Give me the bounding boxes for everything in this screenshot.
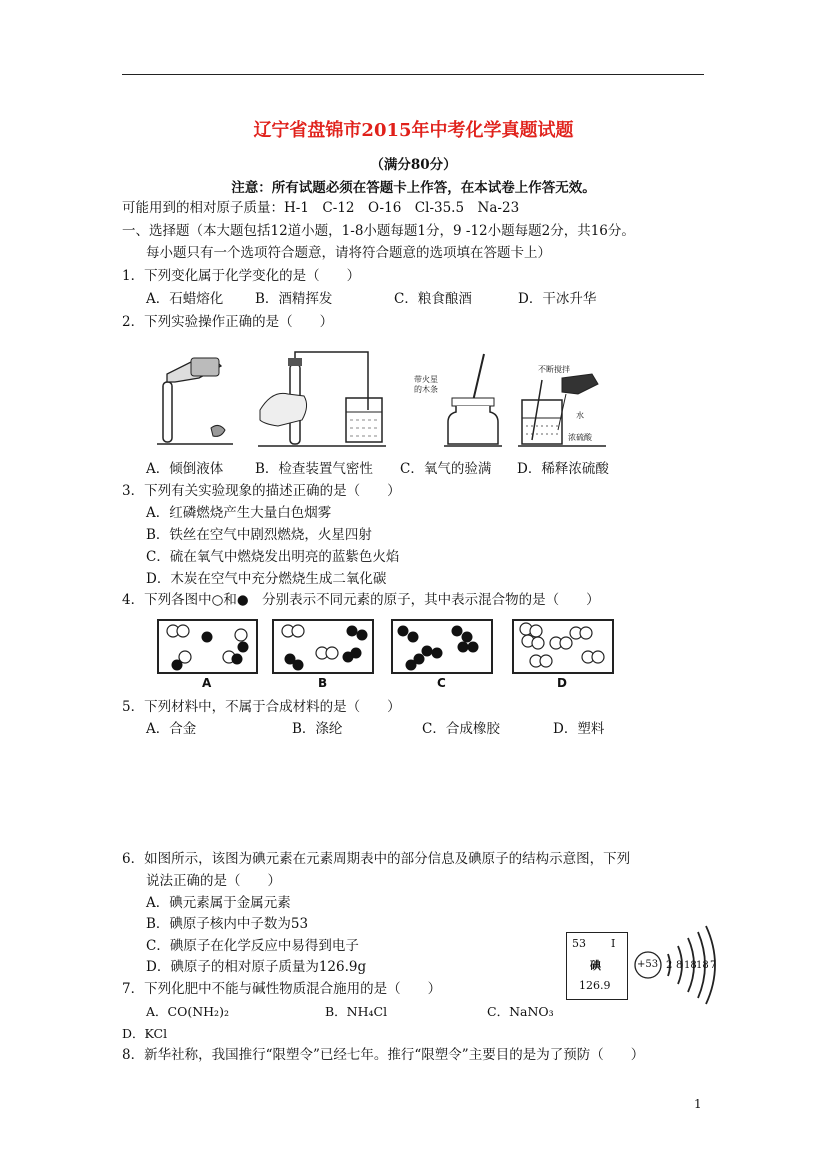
q2-option-a: A．倾倒液体 (146, 461, 224, 477)
q4-box-c (391, 619, 493, 674)
q2-stem: 2．下列实验操作正确的是（ ） (122, 314, 334, 330)
q3-option-a: A．红磷燃烧产生大量白色烟雾 (146, 505, 332, 521)
q1-option-c: C．粮食酿酒 (394, 291, 472, 307)
q7-option-c: C．NaNO₃ (487, 1004, 554, 1019)
label-water: 水 (576, 411, 584, 420)
q3-option-d: D．木炭在空气中充分燃烧生成二氧化碳 (146, 571, 387, 587)
q7-option-a: A．CO(NH₂)₂ (146, 1004, 229, 1019)
label-splint: 的木条 (414, 385, 438, 394)
figure-airtightness-check (258, 350, 388, 450)
q1-stem: 1．下列变化属于化学变化的是（ ） (122, 268, 361, 284)
q6-stem-2: 说法正确的是（ ） (146, 873, 281, 889)
full-score: （满分80分） (370, 157, 457, 173)
element-name: 碘 (590, 959, 601, 972)
label-glowing-splint: 带火星 (414, 375, 438, 384)
atom-nucleus: +53 (637, 959, 659, 970)
q3-option-c: C．硫在氧气中燃烧发出明亮的蓝紫色火焰 (146, 549, 400, 565)
q3-option-b: B．铁丝在空气中剧烈燃烧，火星四射 (146, 527, 372, 543)
exam-title: 辽宁省盘锦市2015年中考化学真题试题 (253, 120, 574, 141)
element-mass: 126.9 (579, 979, 611, 992)
q5-option-b: B．涤纶 (292, 721, 343, 737)
q2-option-c: C．氧气的验满 (400, 461, 492, 477)
q4-box-b (272, 619, 374, 674)
q7-option-b: B．NH₄Cl (325, 1004, 388, 1019)
q4-label-c: C (437, 676, 446, 690)
figure-dilute-acid (518, 360, 608, 448)
q2-option-b: B．检查装置气密性 (255, 461, 373, 477)
element-number: 53 (572, 937, 586, 950)
q4-stem: 4．下列各图中○和● 分别表示不同元素的原子，其中表示混合物的是（ ） (122, 592, 600, 608)
shell-2: 8 (676, 960, 683, 971)
q6-option-d: D．碘原子的相对原子质量为126.9g (146, 959, 367, 975)
q4-box-a (157, 619, 258, 674)
shell-3: 18 (684, 960, 697, 971)
q7-stem: 7．下列化肥中不能与碱性物质混合施用的是（ ） (122, 981, 442, 997)
q5-option-c: C．合成橡胶 (422, 721, 500, 737)
section-heading-2: 每小题只有一个选项符合题意，请将符合题意的选项填在答题卡上） (146, 245, 551, 261)
label-acid: 浓硫酸 (568, 433, 592, 442)
shell-4: 18 (696, 960, 709, 971)
q4-label-a: A (202, 676, 212, 690)
q4-label-b: B (318, 676, 328, 690)
shell-5: 7 (710, 960, 717, 971)
q2-option-d: D．稀释浓硫酸 (517, 461, 609, 477)
atomic-mass-line: 可能用到的相对原子质量：H-1 C-12 O-16 Cl-35.5 Na-23 (122, 200, 520, 216)
q5-option-a: A．合金 (146, 721, 197, 737)
q6-option-c: C．碘原子在化学反应中易得到电子 (146, 938, 359, 954)
q7-option-d: D．KCl (122, 1026, 168, 1041)
page-number: 1 (694, 1097, 702, 1111)
q1-option-a: A．石蜡熔化 (146, 291, 224, 307)
q3-stem: 3．下列有关实验现象的描述正确的是（ ） (122, 483, 401, 499)
notice: 注意：所有试题必须在答题卡上作答，在本试卷上作答无效。 (231, 180, 596, 196)
element-symbol: I (611, 937, 616, 950)
q1-option-b: B．酒精挥发 (255, 291, 333, 307)
q4-box-d (512, 619, 614, 674)
q5-option-d: D．塑料 (553, 721, 605, 737)
q8-stem: 8．新华社称，我国推行“限塑令”已经七年。推行“限塑令”主要目的是为了预防（ ） (122, 1047, 645, 1063)
header-rule (122, 74, 704, 75)
figure-oxygen-test (414, 352, 504, 448)
element-card (566, 932, 628, 1000)
q6-stem: 6．如图所示，该图为碘元素在元素周期表中的部分信息及碘原子的结构示意图，下列 (122, 851, 631, 867)
q6-option-a: A．碘元素属于金属元素 (146, 895, 291, 911)
atom-structure-diagram (632, 922, 722, 1008)
figure-pouring-liquid (155, 352, 235, 448)
q4-label-d: D (557, 676, 567, 690)
shell-1: 2 (666, 960, 673, 971)
q5-stem: 5．下列材料中，不属于合成材料的是（ ） (122, 699, 401, 715)
label-stirring: 不断搅拌 (538, 365, 570, 374)
q6-option-b: B．碘原子核内中子数为53 (146, 916, 309, 932)
q1-option-d: D．干冰升华 (518, 291, 597, 307)
section-heading: 一、选择题（本大题包括12道小题，1-8小题每题1分，9 -12小题每题2分，共16分。 (122, 223, 635, 239)
